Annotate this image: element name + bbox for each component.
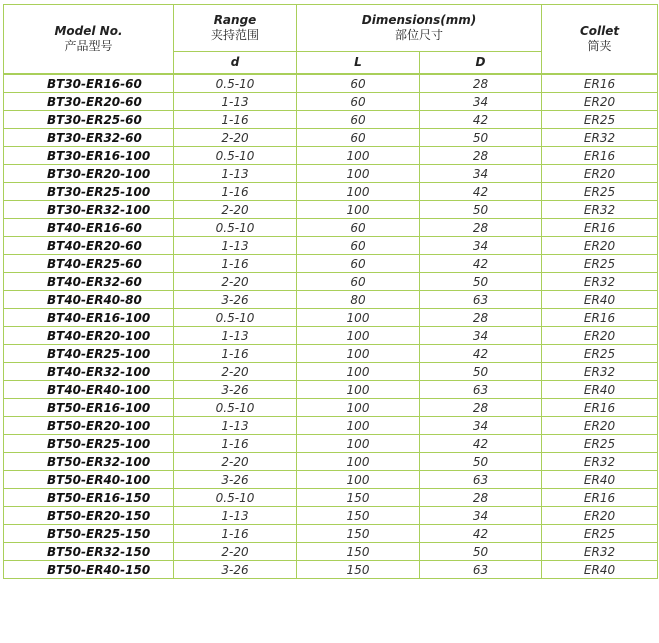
diameter-cell: 63	[420, 381, 542, 399]
length-cell: 100	[297, 147, 420, 165]
model-cell: BT30-ER25-100	[4, 183, 174, 201]
range-cell: 1-13	[174, 165, 297, 183]
length-cell: 100	[297, 453, 420, 471]
length-cell: 60	[297, 219, 420, 237]
range-cell: 1-16	[174, 255, 297, 273]
table-row	[4, 129, 658, 147]
diameter-cell: 34	[420, 93, 542, 111]
diameter-cell: 34	[420, 327, 542, 345]
spec-table	[3, 4, 658, 579]
length-cell: 100	[297, 399, 420, 417]
diameter-cell: 34	[420, 165, 542, 183]
table-row	[4, 147, 658, 165]
range-cell: 0.5-10	[174, 399, 297, 417]
table-row	[4, 291, 658, 309]
model-cell: BT50-ER16-150	[4, 489, 174, 507]
collet-cell: ER20	[542, 327, 658, 345]
model-cell: BT30-ER20-60	[4, 93, 174, 111]
range-cell: 2-20	[174, 129, 297, 147]
header-model-cn: 产品型号	[64, 39, 113, 53]
length-cell: 150	[297, 525, 420, 543]
length-cell: 100	[297, 201, 420, 219]
range-cell: 0.5-10	[174, 147, 297, 165]
length-cell: 100	[297, 327, 420, 345]
table-body	[4, 74, 658, 579]
collet-cell: ER32	[542, 129, 658, 147]
range-cell: 1-13	[174, 507, 297, 525]
range-cell: 1-16	[174, 435, 297, 453]
table-row	[4, 183, 658, 201]
table-row	[4, 255, 658, 273]
diameter-cell: 63	[420, 561, 542, 579]
range-cell: 1-16	[174, 111, 297, 129]
diameter-cell: 63	[420, 471, 542, 489]
range-cell: 0.5-10	[174, 74, 297, 93]
range-cell: 3-26	[174, 291, 297, 309]
table-row	[4, 327, 658, 345]
length-cell: 60	[297, 129, 420, 147]
collet-cell: ER25	[542, 345, 658, 363]
header-dimensions-en: Dimensions(mm)	[361, 13, 477, 27]
collet-cell: ER40	[542, 471, 658, 489]
diameter-cell: 34	[420, 237, 542, 255]
table-row	[4, 111, 658, 129]
table-row	[4, 489, 658, 507]
diameter-cell: 28	[420, 147, 542, 165]
model-cell: BT50-ER20-150	[4, 507, 174, 525]
diameter-cell: 50	[420, 453, 542, 471]
table-row	[4, 237, 658, 255]
collet-cell: ER25	[542, 255, 658, 273]
model-cell: BT50-ER40-150	[4, 561, 174, 579]
collet-cell: ER16	[542, 399, 658, 417]
header-collet-cn: 筒夹	[587, 39, 612, 53]
table-row	[4, 93, 658, 111]
table-row	[4, 345, 658, 363]
length-cell: 100	[297, 381, 420, 399]
length-cell: 150	[297, 543, 420, 561]
table-row	[4, 273, 658, 291]
table-row	[4, 561, 658, 579]
collet-cell: ER16	[542, 309, 658, 327]
diameter-cell: 42	[420, 111, 542, 129]
range-cell: 1-16	[174, 183, 297, 201]
header-collet-en: Collet	[579, 24, 620, 38]
table-header	[4, 5, 658, 75]
table-row	[4, 165, 658, 183]
diameter-cell: 28	[420, 309, 542, 327]
model-cell: BT50-ER40-100	[4, 471, 174, 489]
collet-cell: ER25	[542, 183, 658, 201]
diameter-cell: 50	[420, 363, 542, 381]
header-dimensions-cn: 部位尺寸	[395, 28, 444, 42]
diameter-cell: 28	[420, 219, 542, 237]
subheader-d: D	[420, 52, 542, 75]
diameter-cell: 42	[420, 525, 542, 543]
header-collet	[542, 5, 658, 75]
range-cell: 3-26	[174, 561, 297, 579]
collet-cell: ER16	[542, 147, 658, 165]
collet-cell: ER40	[542, 291, 658, 309]
model-cell: BT50-ER32-150	[4, 543, 174, 561]
length-cell: 60	[297, 255, 420, 273]
range-cell: 0.5-10	[174, 489, 297, 507]
model-cell: BT50-ER16-100	[4, 399, 174, 417]
collet-cell: ER25	[542, 435, 658, 453]
collet-cell: ER25	[542, 525, 658, 543]
range-cell: 1-13	[174, 327, 297, 345]
model-cell: BT30-ER32-100	[4, 201, 174, 219]
length-cell: 100	[297, 417, 420, 435]
length-cell: 60	[297, 237, 420, 255]
diameter-cell: 28	[420, 399, 542, 417]
range-cell: 2-20	[174, 273, 297, 291]
collet-cell: ER20	[542, 93, 658, 111]
range-cell: 1-16	[174, 345, 297, 363]
model-cell: BT40-ER40-80	[4, 291, 174, 309]
model-cell: BT30-ER16-60	[4, 74, 174, 93]
range-cell: 1-13	[174, 93, 297, 111]
length-cell: 60	[297, 93, 420, 111]
range-cell: 1-13	[174, 417, 297, 435]
range-cell: 0.5-10	[174, 309, 297, 327]
model-cell: BT40-ER32-100	[4, 363, 174, 381]
range-cell: 3-26	[174, 471, 297, 489]
collet-cell: ER40	[542, 381, 658, 399]
collet-cell: ER20	[542, 237, 658, 255]
table-row	[4, 309, 658, 327]
collet-cell: ER32	[542, 201, 658, 219]
range-cell: 2-20	[174, 543, 297, 561]
model-cell: BT30-ER16-100	[4, 147, 174, 165]
header-row	[4, 5, 658, 52]
collet-cell: ER25	[542, 111, 658, 129]
collet-cell: ER20	[542, 165, 658, 183]
diameter-cell: 50	[420, 273, 542, 291]
collet-cell: ER32	[542, 363, 658, 381]
header-dimensions	[297, 5, 542, 52]
length-cell: 100	[297, 363, 420, 381]
table-row	[4, 543, 658, 561]
collet-cell: ER32	[542, 543, 658, 561]
diameter-cell: 34	[420, 417, 542, 435]
table-row	[4, 471, 658, 489]
model-cell: BT40-ER16-60	[4, 219, 174, 237]
header-range-en: Range	[213, 13, 257, 27]
length-cell: 60	[297, 273, 420, 291]
range-cell: 1-16	[174, 525, 297, 543]
table-row	[4, 525, 658, 543]
diameter-cell: 50	[420, 201, 542, 219]
collet-cell: ER16	[542, 489, 658, 507]
model-cell: BT30-ER20-100	[4, 165, 174, 183]
range-cell: 2-20	[174, 201, 297, 219]
table-row	[4, 363, 658, 381]
diameter-cell: 63	[420, 291, 542, 309]
length-cell: 150	[297, 561, 420, 579]
diameter-cell: 28	[420, 74, 542, 93]
subheader-d-range: d	[174, 52, 297, 75]
model-cell: BT50-ER20-100	[4, 417, 174, 435]
model-cell: BT50-ER25-100	[4, 435, 174, 453]
length-cell: 150	[297, 489, 420, 507]
range-cell: 1-13	[174, 237, 297, 255]
collet-cell: ER16	[542, 74, 658, 93]
table-row	[4, 453, 658, 471]
table-row	[4, 399, 658, 417]
length-cell: 100	[297, 309, 420, 327]
range-cell: 2-20	[174, 453, 297, 471]
length-cell: 100	[297, 471, 420, 489]
collet-cell: ER32	[542, 453, 658, 471]
length-cell: 60	[297, 111, 420, 129]
table-row	[4, 435, 658, 453]
model-cell: BT40-ER20-60	[4, 237, 174, 255]
collet-cell: ER20	[542, 417, 658, 435]
header-model	[4, 5, 174, 75]
table-row	[4, 201, 658, 219]
subheader-l: L	[297, 52, 420, 75]
diameter-cell: 42	[420, 345, 542, 363]
diameter-cell: 42	[420, 183, 542, 201]
length-cell: 150	[297, 507, 420, 525]
model-cell: BT50-ER32-100	[4, 453, 174, 471]
length-cell: 100	[297, 345, 420, 363]
length-cell: 60	[297, 74, 420, 93]
model-cell: BT40-ER16-100	[4, 309, 174, 327]
diameter-cell: 28	[420, 489, 542, 507]
model-cell: BT40-ER32-60	[4, 273, 174, 291]
model-cell: BT40-ER25-60	[4, 255, 174, 273]
model-cell: BT50-ER25-150	[4, 525, 174, 543]
table-row	[4, 74, 658, 93]
model-cell: BT30-ER32-60	[4, 129, 174, 147]
header-range-cn: 夹持范围	[210, 28, 259, 42]
length-cell: 80	[297, 291, 420, 309]
length-cell: 100	[297, 183, 420, 201]
model-cell: BT40-ER25-100	[4, 345, 174, 363]
diameter-cell: 50	[420, 129, 542, 147]
collet-cell: ER32	[542, 273, 658, 291]
collet-cell: ER16	[542, 219, 658, 237]
range-cell: 2-20	[174, 363, 297, 381]
range-cell: 0.5-10	[174, 219, 297, 237]
header-range	[174, 5, 297, 52]
length-cell: 100	[297, 435, 420, 453]
table-row	[4, 219, 658, 237]
collet-cell: ER20	[542, 507, 658, 525]
diameter-cell: 42	[420, 435, 542, 453]
length-cell: 100	[297, 165, 420, 183]
range-cell: 3-26	[174, 381, 297, 399]
diameter-cell: 42	[420, 255, 542, 273]
model-cell: BT40-ER40-100	[4, 381, 174, 399]
model-cell: BT30-ER25-60	[4, 111, 174, 129]
collet-cell: ER40	[542, 561, 658, 579]
table-row	[4, 381, 658, 399]
header-model-en: Model No.	[54, 24, 123, 38]
table-row	[4, 507, 658, 525]
table-row	[4, 417, 658, 435]
diameter-cell: 50	[420, 543, 542, 561]
diameter-cell: 34	[420, 507, 542, 525]
model-cell: BT40-ER20-100	[4, 327, 174, 345]
